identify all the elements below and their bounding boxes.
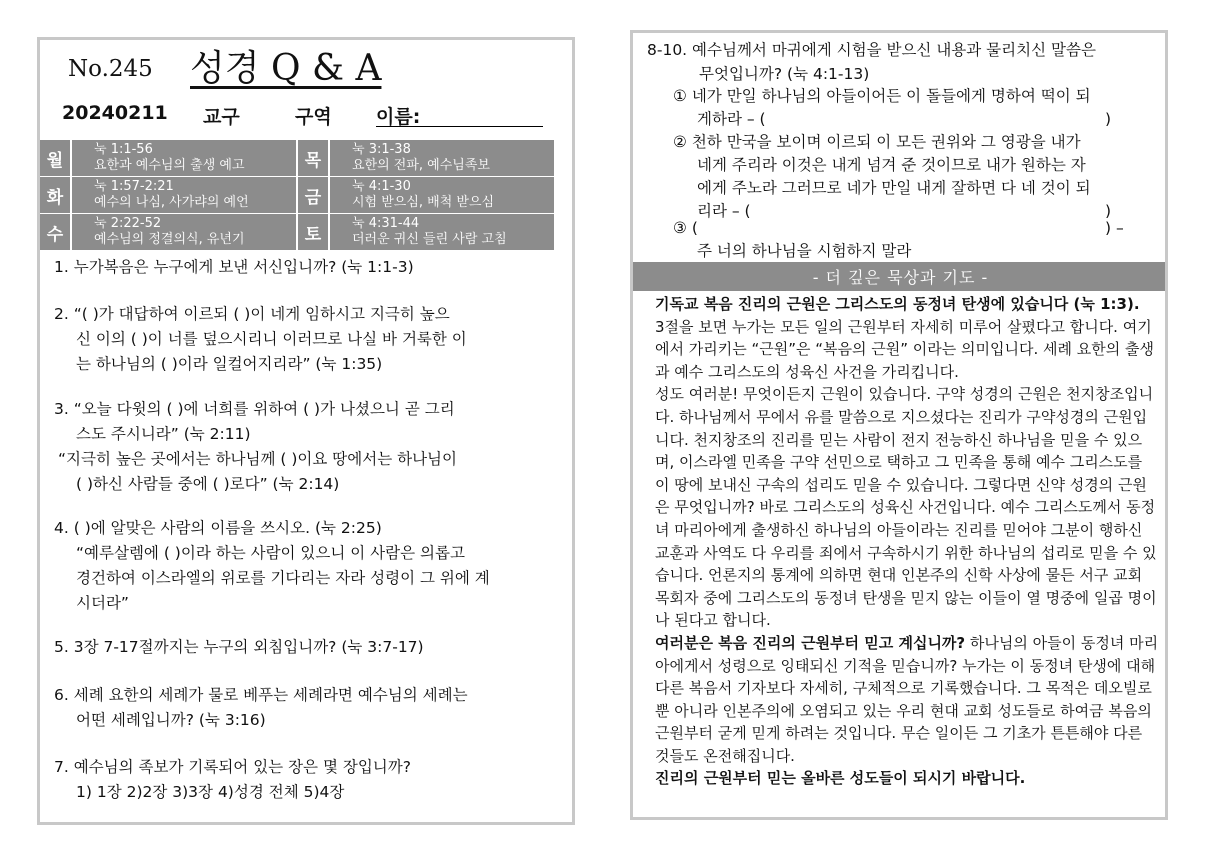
schedule-ref: 눅 4:1-30 [352,179,411,194]
option-text-line [673,108,1163,131]
blank-close: ) – [1105,219,1124,237]
schedule-day: 토 [298,214,328,250]
option-text: 게하라 – ( [697,110,766,128]
schedule-row [40,177,572,213]
meditation-lead: 기독교 복음 진리의 근원은 그리스도의 동정녀 탄생에 있습니다 (눅 1:3). [655,295,1140,313]
question-5 [54,635,424,660]
schedule-day: 수 [40,214,70,250]
meditation-body [655,293,1160,790]
left-worksheet-panel [37,37,575,825]
question-text: 어떤 세례입니까? (눅 3:16) [76,711,266,729]
name-field-line[interactable] [376,126,543,127]
reading-schedule [40,140,572,251]
schedule-desc: 더러운 귀신 들린 사람 고침 [352,232,507,247]
question-text: ( )하신 사람들 중에 ( )로다” (눅 2:14) [76,475,340,493]
schedule-row [40,214,572,250]
question-text: 3. “오늘 다윗의 ( )에 너희를 위하여 ( )가 나셨으니 곧 그리 [54,400,455,418]
schedule-desc: 예수의 나심, 사가랴의 예언 [94,195,249,210]
option-text: ② 천하 만국을 보이며 이르되 이 모든 권위와 그 영광을 내가 [673,133,1081,151]
blank-close: ) [1105,202,1112,220]
meditation-question: 여러분은 복음 진리의 근원부터 믿고 계십니까? [655,633,966,652]
schedule-day: 월 [40,140,70,176]
option-3 [673,217,1163,263]
issue-number: No.245 [68,56,153,82]
option-text: 주 너의 하나님을 시험하지 말라 [697,242,912,260]
option-2 [673,131,1163,223]
question-text: 1. 누가복음은 누구에게 보낸 서신입니까? (눅 1:1-3) [54,258,414,276]
schedule-entry [72,214,296,250]
option-text-line [673,217,1163,240]
question-text: “지극히 높은 곳에서는 하나님께 ( )이요 땅에서는 하나님이 [58,450,457,468]
schedule-desc: 시험 받으심, 배척 받으심 [352,195,495,210]
schedule-day: 목 [298,140,328,176]
issue-date: 20240211 [62,102,168,124]
schedule-entry [330,177,554,213]
schedule-ref: 눅 4:31-44 [352,216,420,231]
schedule-desc: 요한의 전파, 예수님족보 [352,158,490,173]
meditation-heading: - 더 깊은 묵상과 기도 - [633,262,1168,291]
page-title: 성경 Q & A [190,48,382,89]
right-worksheet-panel [630,30,1168,820]
meditation-text: 하나님의 아들이 동정녀 마리아에게서 성령으로 잉태되신 기적을 믿습니까? 누가는 이 동정녀 탄생에 대해 다른 복음서 기자보다 자세히, 구체적으로 기록했습니다. 그 목적은 데오빌로 뿐 아니라 인본주의에 오염되고 있는 우리 현대 교회 성도들로 하여금 복음의 근원부터 굳게 믿게 하려는 것입니다. 무슨 일이든 그 기초가 튼튼해야 다른 것들도 온전해집니다. [655,633,1159,765]
question-text: 스도 주시니라” (눅 2:11) [76,425,251,443]
question-text: 5. 3장 7-17절까지는 누구의 외침입니까? (눅 3:7-17) [54,638,424,656]
option-text: 리라 – ( [697,202,751,220]
question-text: 신 이의 ( )이 너를 덮으시리니 이러므로 나실 바 거룩한 이 [76,330,467,348]
option-text: 네게 주리라 이것은 내게 넘겨 준 것이므로 내가 원하는 자 [697,156,1086,174]
option-1 [673,85,1163,131]
question-7 [54,755,411,805]
question-text: 2. “( )가 대답하여 이르되 ( )이 네게 임하시고 지극히 높으 [54,305,450,323]
schedule-desc: 예수님의 정결의식, 유년기 [94,232,245,247]
question-text: 무엇입니까? (눅 4:1-13) [699,65,870,83]
option-text: ③ ( [673,219,698,237]
question-1 [54,255,414,280]
schedule-entry [330,214,554,250]
meditation-closing: 진리의 근원부터 믿는 올바른 성도들이 되시기 바랍니다. [655,769,1026,788]
question-text: “예루살렘에 ( )이라 하는 사람이 있으니 이 사람은 의롭고 [76,544,465,562]
question-4 [54,516,490,616]
question-text: 시더라” [76,594,129,612]
schedule-ref: 눅 1:57-2:21 [94,179,174,194]
schedule-ref: 눅 3:1-38 [352,142,411,157]
question-text: 경건하여 이스라엘의 위로를 기다리는 자라 성령이 그 위에 계 [76,569,490,587]
answer-choices: 1) 1장 2)2장 3)3장 4)성경 전체 5)4장 [76,783,345,801]
meditation-paragraph: 성도 여러분! 무엇이든지 근원이 있습니다. 구약 성경의 근원은 천지창조입니다. 하나님께서 무에서 유를 말씀으로 지으셨다는 진리가 구약성경의 근원입니다. 천지창조의 진리를 믿는 사람이 전지 전능하신 하나님을 믿을 수 있으며, 이스라엘 민족을 구약 선민으로 택하고 그 민족을 통해 예수 그리스도를 이 땅에 보내신 구속의 섭리도 믿을 수 있습니다. 그렇다면 신약 성경의 근원은 무엇입니까? 바로 그리스도의 성육신 사건입니다. 예수 그리스도께서 동정녀 마리아에게 출생하신 하나님의 아들이라는 진리를 믿어야 그분이 행하신 교훈과 사역도 다 우리를 죄에서 구속하시기 위한 하나님의 섭리로 믿을 수 있습니다. 언론지의 통계에 의하면 현대 인본주의 신학 사상에 물든 서구 교회 목회자 중에 그리스도의 동정녀 탄생을 믿지 않는 이들이 열 명중에 일곱 명이나 된다고 합니다. [655,385,1157,630]
schedule-entry [72,140,296,176]
question-text: 는 하나님의 ( )이라 일컬어지리라” (눅 1:35) [76,355,383,373]
blank-close: ) [1105,110,1112,128]
question-3 [54,397,457,497]
question-text: 6. 세례 요한의 세례가 물로 베푸는 세례라면 예수님의 세례는 [54,686,468,704]
question-text: 4. ( )에 알맞은 사람의 이름을 쓰시오. (눅 2:25) [54,519,382,537]
name-label: 이름: [376,106,421,128]
question-8-10 [647,38,1096,86]
meditation-paragraph [655,632,1160,768]
question-6 [54,683,468,733]
question-text: 8-10. 예수님께서 마귀에게 시험을 받으신 내용과 물리치신 말씀은 [647,41,1096,59]
option-text: ① 네가 만일 하나님의 아들이어든 이 돌들에게 명하여 떡이 되 [673,87,1091,105]
question-2 [54,302,467,377]
district-label: 교구 [203,106,240,128]
schedule-day: 화 [40,177,70,213]
schedule-ref: 눅 1:1-56 [94,142,153,157]
schedule-day: 금 [298,177,328,213]
schedule-entry [330,140,554,176]
question-text: 7. 예수님의 족보가 기록되어 있는 장은 몇 장입니까? [54,758,411,776]
zone-label: 구역 [295,106,332,128]
schedule-row [40,140,572,176]
meditation-paragraph: 3절을 보면 누가는 모든 일의 근원부터 자세히 미루어 살폈다고 합니다. 여기에서 가리키는 “근원”은 “복음의 근원” 이라는 의미입니다. 세례 요한의 출생과 예수 그리스도의 성육신 사건을 가리킵니다. [655,317,1154,381]
option-text: 에게 주노라 그러므로 네가 만일 내게 잘하면 다 네 것이 되 [697,179,1091,197]
schedule-desc: 요한과 예수님의 출생 예고 [94,158,245,173]
schedule-ref: 눅 2:22-52 [94,216,162,231]
schedule-entry [72,177,296,213]
